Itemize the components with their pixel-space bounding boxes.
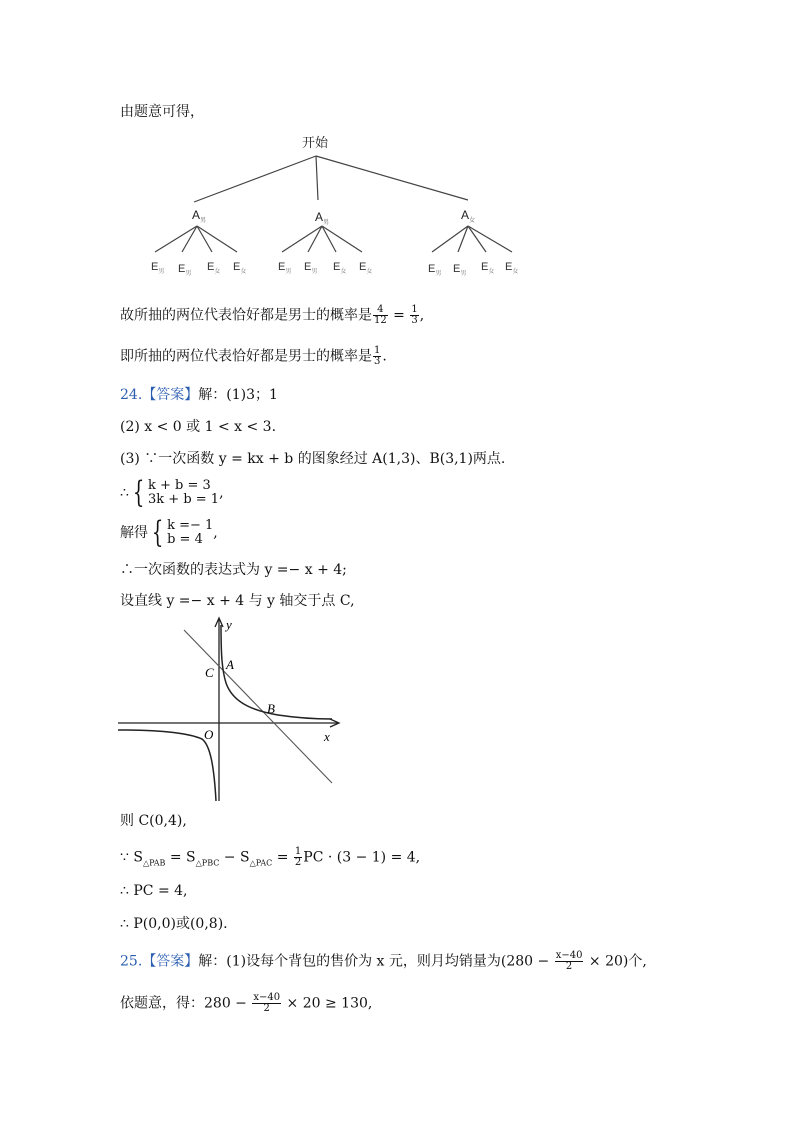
fraction [373, 305, 388, 326]
tree-branch-label: A [192, 208, 201, 222]
equals-sign: = [272, 849, 293, 866]
q25-text: × 20 ≥ 130, [282, 995, 373, 1012]
equation-tail: PC · (3 − 1) = 4, [303, 849, 421, 866]
fraction-numerator: 1 [411, 304, 418, 315]
tree-leaf-sub: 女 [340, 269, 347, 275]
svg-text:E男 [178, 263, 191, 277]
q25-line-2 [120, 993, 372, 1014]
intro-text: 由题意可得， [120, 104, 204, 120]
fraction [252, 993, 281, 1014]
tree-leaf-label: E [278, 261, 286, 273]
tree-branch-sub: 女 [469, 218, 476, 224]
svg-text:E女 [333, 261, 346, 275]
q24-line-10: ∴ PC = 4, [120, 883, 188, 899]
tree-leaf-label: E [505, 261, 513, 273]
tree-leaf-sub: 女 [488, 269, 495, 275]
equation-system [148, 479, 219, 507]
equation-line: k =− 1 [167, 518, 214, 533]
point-a-label: A [226, 657, 234, 672]
fraction-numerator: 1 [374, 345, 381, 356]
probability-line-2 [120, 346, 387, 367]
svg-text:E男 [304, 261, 317, 275]
area-symbol: ∵ S [120, 849, 143, 866]
area-subscript: △PAC [249, 858, 273, 868]
tree-leaf-sub: 男 [285, 269, 292, 275]
q25-text: 解：(1)设每个背包的售价为 x 元，则月均销量为(280 − [198, 953, 554, 970]
x-axis-label: x [324, 729, 330, 744]
point-c-label: C [205, 665, 214, 680]
tree-root-label: 开始 [302, 135, 329, 150]
equation-line: b = 4 [167, 532, 203, 547]
tree-leaf-sub: 女 [512, 269, 519, 275]
q25-text: × 20)个, [584, 953, 647, 970]
fraction-denominator: 3 [411, 315, 418, 326]
tree-leaf-sub: 男 [158, 269, 165, 275]
fraction-denominator: 2 [565, 961, 573, 972]
origin-label: O [204, 727, 214, 742]
linear-function-line [184, 630, 332, 783]
svg-text:A女 [461, 208, 475, 224]
left-brace-icon: { [132, 475, 145, 510]
left-brace-icon: { [151, 515, 164, 550]
q24-area-equation [120, 847, 420, 873]
svg-text:E男 [453, 263, 466, 277]
svg-text:E女 [233, 261, 246, 275]
probability-line-1 [120, 305, 424, 326]
tree-branch-label: A [461, 208, 470, 222]
q24-header [120, 385, 278, 405]
area-subscript: △PAB [142, 858, 166, 868]
svg-text:A男 [192, 208, 206, 224]
tree-leaf-sub: 男 [185, 271, 192, 277]
therefore-symbol: ∴ [120, 485, 129, 501]
punctuation: . [382, 348, 387, 365]
probability-text: 即所抽的两位代表恰好都是男士的概率是 [120, 348, 372, 365]
fraction [294, 847, 302, 868]
tree-leaf-sub: 女 [240, 269, 247, 275]
hyperbola-branch-positive [221, 625, 332, 719]
q24-line-6: ∴一次函数的表达式为 y =− x + 4; [120, 562, 347, 578]
tree-branch-sub: 男 [323, 220, 330, 226]
tree-branch-sub: 男 [200, 218, 207, 224]
area-symbol: − S [219, 849, 250, 866]
fraction-denominator: 3 [374, 356, 381, 367]
tree-leaf-label: E [304, 261, 312, 273]
question-number: 24. [120, 387, 143, 403]
svg-text:E女 [481, 261, 494, 275]
tree-leaf-label: E [207, 261, 215, 273]
q24-system-equations [120, 475, 224, 510]
tree-leaf-label: E [359, 261, 367, 273]
fraction [373, 346, 381, 367]
fraction [410, 305, 418, 326]
q25-line-1 [120, 951, 647, 972]
punctuation: , [419, 307, 425, 324]
fraction-denominator: 2 [263, 1003, 270, 1014]
punctuation: , [213, 525, 218, 541]
q24-line-3: (3) ∵一次函数 y = kx + b 的图象经过 A(1,3)、B(3,1)两点. [120, 451, 506, 467]
function-graph [118, 615, 343, 805]
equals-sign: = [388, 307, 410, 324]
fraction [555, 951, 584, 972]
probability-text: 故所抽的两位代表恰好都是男士的概率是 [120, 307, 372, 324]
area-subscript: △PBC [195, 858, 220, 868]
tree-leaf-label: E [233, 261, 241, 273]
q24-line-2: (2) x < 0 或 1 < x < 3. [120, 419, 277, 435]
tree-leaf-label: E [453, 263, 461, 275]
punctuation: , [219, 485, 224, 501]
equation-line: k + b = 3 [148, 478, 211, 493]
tree-leaf-label: E [481, 261, 489, 273]
svg-text:A男 [315, 210, 329, 226]
svg-text:E男 [278, 261, 291, 275]
equation-line: 3k + b = 1 [148, 492, 220, 507]
tree-leaf-label: E [333, 261, 341, 273]
svg-text:E男 [428, 263, 441, 277]
fraction-numerator: 1 [294, 846, 302, 857]
q24-line-7: 设直线 y =− x + 4 与 y 轴交于点 C, [120, 593, 355, 609]
tree-leaf-label: E [428, 263, 436, 275]
tree-leaf-sub: 女 [214, 269, 221, 275]
tree-leaf-sub: 男 [435, 271, 442, 277]
tree-branch-label: A [315, 210, 324, 224]
tree-leaf-label: E [178, 263, 186, 275]
q24-solution [120, 515, 218, 550]
fraction-numerator: x−40 [253, 992, 281, 1003]
fraction-numerator: x−40 [555, 950, 583, 961]
svg-text:E女 [359, 261, 372, 275]
fraction-denominator: 12 [374, 315, 387, 326]
answer-tag: 【答案】 [142, 387, 199, 403]
area-symbol: = S [165, 849, 196, 866]
answer-head: 解：(1)3；1 [198, 387, 278, 403]
svg-text:E男 [151, 261, 164, 275]
svg-text:E女 [207, 261, 220, 275]
question-number: 25. [120, 953, 143, 970]
y-axis-label: y [226, 617, 232, 632]
tree-leaf-sub: 男 [311, 269, 318, 275]
equation-system [167, 519, 213, 547]
tree-leaf-label: E [151, 261, 159, 273]
probability-tree-diagram [140, 128, 540, 283]
tree-leaf-sub: 女 [366, 269, 373, 275]
solution-prefix: 解得 [120, 525, 148, 541]
q25-text: 依题意，得：280 − [120, 995, 252, 1012]
q24-line-11: ∴ P(0,0)或(0,8). [120, 916, 228, 932]
svg-text:E女 [505, 261, 518, 275]
hyperbola-branch-negative [118, 730, 216, 801]
answer-tag: 【答案】 [142, 953, 199, 970]
fraction-numerator: 4 [373, 305, 388, 316]
q24-line-8: 则 C(0,4), [120, 813, 187, 829]
point-b-label: B [267, 701, 275, 716]
tree-leaf-sub: 男 [460, 271, 467, 277]
fraction-denominator: 2 [294, 857, 302, 868]
